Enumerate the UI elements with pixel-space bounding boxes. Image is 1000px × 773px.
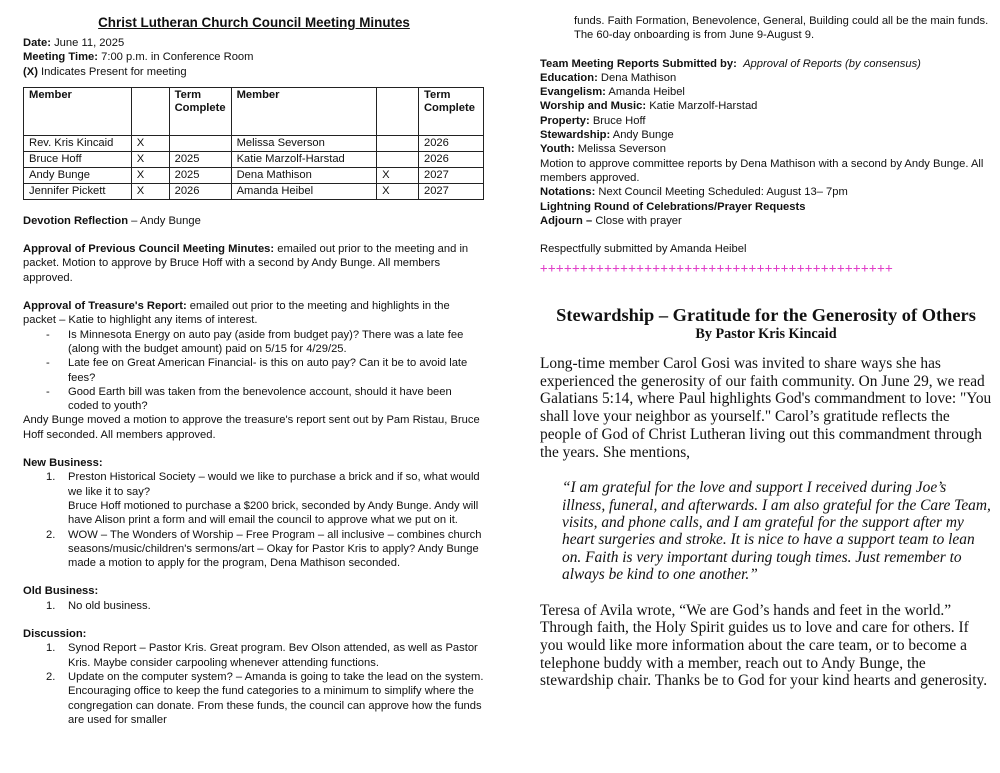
report-value: Amanda Heibel: [605, 86, 685, 99]
table-cell: 2026: [418, 151, 483, 167]
table-row: [24, 167, 484, 183]
time-line: [23, 50, 485, 64]
devotion-label: Devotion Reflection: [23, 214, 129, 227]
header-cell: Member: [24, 87, 132, 135]
report-value: Melissa Severson: [574, 143, 666, 156]
treasurer-motion: Andy Bunge moved a motion to approve the treasure's report sent out by Pam Ristau, Bruce Hoff seconded. All members approved.: [23, 414, 480, 441]
report-label: Stewardship:: [540, 129, 611, 142]
table-cell: [377, 135, 419, 151]
treasurer-text: emailed out prior to the meeting and highlights in the packet – Katie to highlight any items of interest.: [23, 300, 450, 327]
team-label: Team Meeting Reports Submitted by:: [540, 57, 737, 70]
table-cell: 2027: [418, 183, 483, 199]
report-value: Andy Bunge: [610, 129, 674, 142]
approval-text: emailed out prior to the meeting and in packet. Motion to approve by Bruce Hoff with a second by Andy Bunge. All members approved.: [23, 243, 469, 284]
table-cell: 2025: [169, 167, 231, 183]
present-value: Indicates Present for meeting: [37, 65, 187, 78]
list-item: - Late fee on Great American Financial- is this on auto pay? Can it be to avoid late fees?: [46, 356, 485, 385]
table-cell: [377, 151, 419, 167]
report-line: [540, 114, 992, 128]
article-paragraph: Long-time member Carol Gosi was invited to share ways she has experienced the generosity of our faith community. On June 29, we read Galatians 5:14, where Paul highlights God's commandment to love: "You shall love your neighbor as yourself." Carol’s gratitude reflects the people of God of Christ Lutheran living out this commandment through the years. She mentions,: [540, 355, 992, 461]
item-text: Update on the computer system? – Amanda is going to take the lead on the system. Encouraging office to keep the fund categories to a minimum to simplify where the congregation can donate. From these funds, the council can approve how the funds are used for smaller: [68, 670, 484, 726]
report-line: [540, 128, 992, 142]
report-value: Dena Mathison: [597, 71, 677, 84]
section-separator: ++++++++++++++++++++++++++++++++++++++++++++: [540, 261, 894, 276]
list-item: - Good Earth bill was taken from the benevolence account, should it have been coded to youth?: [46, 385, 485, 414]
report-label: Youth:: [540, 143, 575, 156]
item-number: 1.: [46, 599, 56, 612]
approval-label: Approval of Previous Council Meeting Minutes:: [23, 243, 275, 256]
article-title: Stewardship – Gratitude for the Generosity of Others: [556, 305, 976, 325]
table-cell: Katie Marzolf-Harstad: [231, 151, 377, 167]
discussion-heading: Discussion:: [23, 628, 87, 641]
item-number: 2.: [46, 670, 56, 683]
table-cell: X: [131, 151, 169, 167]
report-line: [540, 71, 992, 85]
item-text: WOW – The Wonders of Worship – Free Program – all inclusive – combines church seasons/music/children's sermons/art – Okay for Pastor Kris to apply? Andy Bunge made a motion to apply for the program, Dena Mathison seconded.: [68, 528, 482, 570]
lightning-round: Lightning Round of Celebrations/Prayer Requests: [540, 200, 806, 213]
table-row: [24, 183, 484, 199]
article-byline: By Pastor Kris Kincaid: [695, 326, 837, 342]
report-label: Worship and Music:: [540, 100, 647, 113]
present-label: (X): [23, 65, 38, 78]
table-cell: Jennifer Pickett: [24, 183, 132, 199]
minutes-right-column: [540, 14, 992, 276]
header-cell: [131, 87, 169, 135]
minutes-left-column: [23, 14, 485, 727]
treasurer-items: [46, 328, 485, 414]
submitted-by: Respectfully submitted by Amanda Heibel: [540, 243, 747, 256]
table-cell: Amanda Heibel: [231, 183, 377, 199]
report-label: Property:: [540, 114, 590, 127]
old-business-heading: Old Business:: [23, 585, 99, 598]
adjourn-label: Adjourn –: [540, 214, 593, 227]
time-value: 7:00 p.m. in Conference Room: [98, 51, 254, 64]
table-cell: 2026: [169, 183, 231, 199]
report-line: [540, 99, 992, 113]
list-item: [46, 528, 485, 571]
devotion-value: – Andy Bunge: [128, 214, 201, 227]
date-line: [23, 36, 485, 50]
treasurer-section: [23, 299, 485, 328]
approval-minutes-section: [23, 242, 485, 285]
item-text: No old business.: [68, 599, 151, 612]
attendance-header-row: [24, 87, 484, 135]
item-extra: Bruce Hoff motioned to purchase a $200 brick, seconded by Andy Bunge. Andy will have Alison print a form and will email the council to approve what we put on it.: [68, 499, 479, 527]
table-cell: X: [377, 183, 419, 199]
table-row: [24, 135, 484, 151]
report-line: [540, 85, 992, 99]
report-line: [540, 142, 992, 156]
article-quote: “I am grateful for the love and support I received during Joe’s illness, funeral, and afterwards. I am also grateful for the Care Team, visits, and phone calls, and I am grateful for the support after my heart surgeries and stroke. It is nice to have a support team to lean on. Faith is very important during tough times. Just remember to always be kind to one another.”: [562, 479, 991, 584]
header-cell: Term Complete: [169, 87, 231, 135]
list-item: [46, 641, 485, 670]
date-label: Date:: [23, 37, 51, 49]
new-business-list: [46, 470, 485, 570]
report-value: Katie Marzolf-Harstad: [646, 100, 758, 113]
header-cell: Member: [231, 87, 377, 135]
table-cell: Rev. Kris Kincaid: [24, 135, 132, 151]
table-row: [24, 151, 484, 167]
table-cell: Melissa Severson: [231, 135, 377, 151]
item-text: Synod Report – Pastor Kris. Great program. Bev Olson attended, as well as Pastor Kris. Maybe consider carpooling whenever attending functions.: [68, 642, 478, 669]
team-approval: Approval of Reports (by consensus): [743, 57, 921, 70]
table-cell: 2025: [169, 151, 231, 167]
adjourn-line: [540, 214, 992, 228]
table-cell: Dena Mathison: [231, 167, 377, 183]
discussion-continued: funds. Faith Formation, Benevolence, General, Building could all be the main funds. The 60-day onboarding is from June 9-August 9.: [574, 15, 989, 42]
present-line: [23, 65, 485, 79]
list-item: [46, 470, 485, 527]
date-value: June 11, 2025: [50, 37, 125, 49]
list-item: [46, 670, 485, 727]
reports-motion: Motion to approve committee reports by Dena Mathison with a second by Andy Bunge. All members approved.: [540, 157, 984, 184]
report-label: Education:: [540, 71, 598, 84]
item-text: Preston Historical Society – would we like to purchase a brick and if so, what would we like it to say?: [68, 471, 480, 498]
table-cell: Bruce Hoff: [24, 151, 132, 167]
table-cell: X: [131, 135, 169, 151]
adjourn-value: Close with prayer: [592, 214, 682, 227]
table-cell: X: [131, 183, 169, 199]
table-cell: Andy Bunge: [24, 167, 132, 183]
new-business-heading: New Business:: [23, 457, 103, 470]
notations-value: Next Council Meeting Scheduled: August 13– 7pm: [595, 186, 848, 199]
report-value: Bruce Hoff: [589, 114, 646, 127]
notations-label: Notations:: [540, 186, 596, 199]
table-cell: X: [377, 167, 419, 183]
table-cell: 2026: [418, 135, 483, 151]
minutes-title: Christ Lutheran Church Council Meeting Minutes: [98, 15, 410, 30]
team-reports-heading: [540, 57, 992, 71]
table-cell: 2027: [418, 167, 483, 183]
notations-line: [540, 185, 992, 199]
header-cell: Term Complete: [418, 87, 483, 135]
item-number: 1.: [46, 642, 56, 655]
discussion-list: [46, 641, 485, 727]
list-item: [46, 599, 485, 613]
stewardship-article: [540, 304, 992, 690]
article-paragraph: Teresa of Avila wrote, “We are God’s hands and feet in the world.” Through faith, the Holy Spirit guides us to love and care for others. If you would like more information about the care team, or to become a telephone buddy with a member, reach out to Andy Bunge, the stewardship chair. Thanks be to God for your kind hearts and generosity.: [540, 601, 988, 690]
report-label: Evangelism:: [540, 86, 606, 99]
list-item: - Is Minnesota Energy on auto pay (aside from budget pay)? There was a late fee (along with the budget amount) paid on 5/15 for 4/29/25.: [46, 328, 485, 357]
treasurer-label: Approval of Treasure's Report:: [23, 300, 187, 313]
item-number: 1.: [46, 471, 56, 484]
item-number: 2.: [46, 528, 56, 541]
time-label: Meeting Time:: [23, 51, 99, 64]
table-cell: X: [131, 167, 169, 183]
devotion-line: [23, 214, 485, 228]
attendance-table: [23, 87, 484, 200]
old-business-list: [46, 599, 485, 613]
table-cell: [169, 135, 231, 151]
header-cell: [377, 87, 419, 135]
